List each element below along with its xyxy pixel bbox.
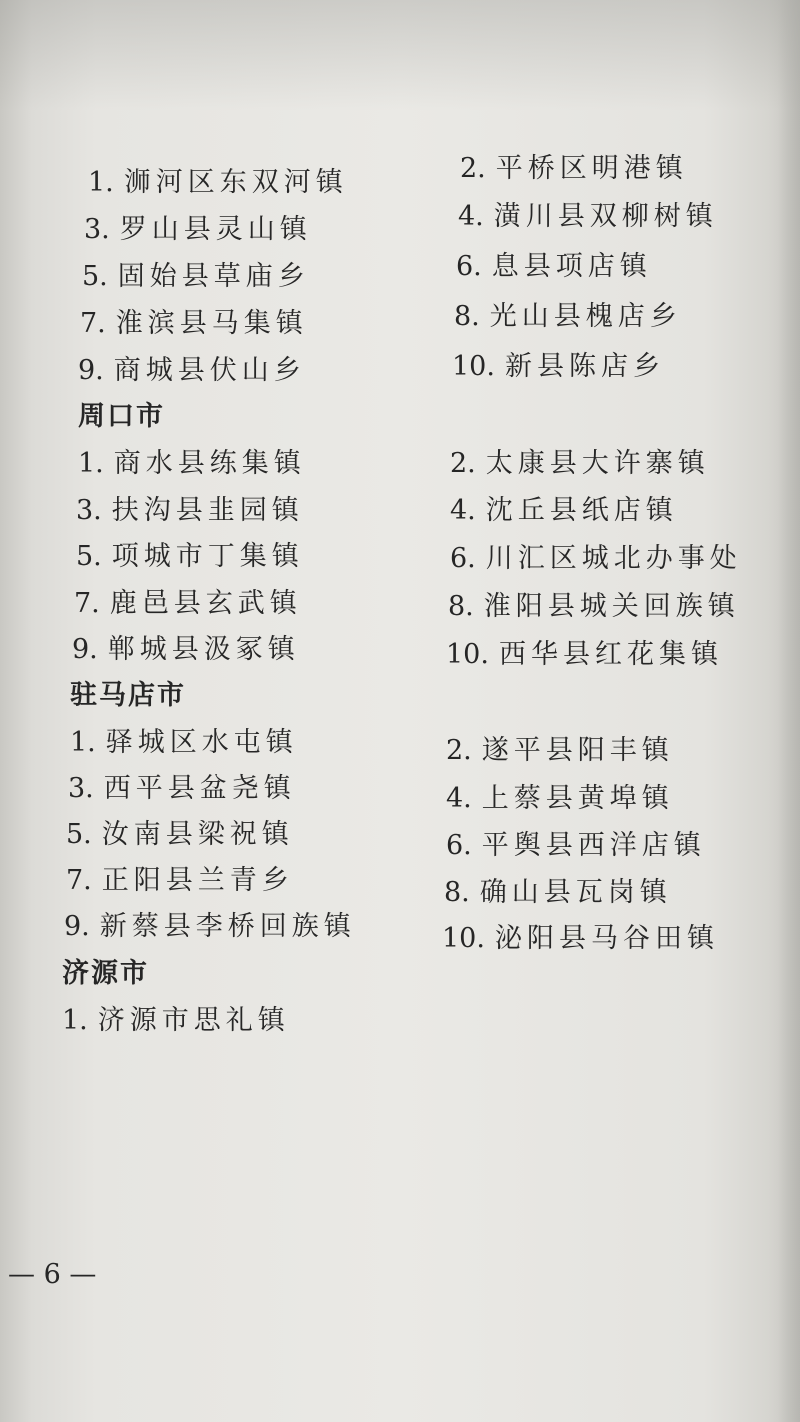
list-item: 1. 商水县练集镇 xyxy=(78,448,306,479)
list-item: 4. 上蔡县黄埠镇 xyxy=(446,783,674,814)
section-heading: 周口市 xyxy=(78,401,165,432)
list-item: 5. 项城市丁集镇 xyxy=(76,541,304,572)
list-item: 7. 鹿邑县玄武镇 xyxy=(74,588,302,619)
list-item: 6. 平舆县西洋店镇 xyxy=(446,830,706,861)
list-item: 8. 淮阳县城关回族镇 xyxy=(448,591,740,622)
list-item: 7. 正阳县兰青乡 xyxy=(66,865,294,896)
list-item: 4. 潢川县双柳树镇 xyxy=(458,201,718,232)
list-item: 1. 驿城区水屯镇 xyxy=(70,727,298,758)
list-item: 5. 固始县草庙乡 xyxy=(82,261,310,292)
list-item: 10. 新县陈店乡 xyxy=(452,351,665,382)
list-item: 4. 沈丘县纸店镇 xyxy=(450,495,678,526)
list-item: 5. 汝南县梁祝镇 xyxy=(66,819,294,850)
top-shadow xyxy=(0,0,800,110)
section-heading: 济源市 xyxy=(62,958,149,989)
list-item: 6. 息县项店镇 xyxy=(456,251,652,282)
list-item: 2. 平桥区明港镇 xyxy=(460,153,688,184)
list-item: 2. 太康县大许寨镇 xyxy=(450,448,710,479)
list-item: 1. 济源市思礼镇 xyxy=(62,1005,290,1036)
list-item: 9. 商城县伏山乡 xyxy=(78,355,306,386)
list-item: 2. 遂平县阳丰镇 xyxy=(446,735,674,766)
list-item: 3. 扶沟县韭园镇 xyxy=(76,495,304,526)
page-number: — 6 — xyxy=(8,1259,97,1290)
list-item: 8. 确山县瓦岗镇 xyxy=(444,877,672,908)
section-heading: 驻马店市 xyxy=(70,680,186,711)
page-edge xyxy=(778,0,800,1422)
list-item: 1. 浉河区东双河镇 xyxy=(88,167,348,198)
list-item: 7. 淮滨县马集镇 xyxy=(80,308,308,339)
list-item: 6. 川汇区城北办事处 xyxy=(450,543,742,574)
list-item: 8. 光山县槐店乡 xyxy=(454,301,682,332)
list-item: 3. 罗山县灵山镇 xyxy=(84,214,312,245)
list-item: 10. 西华县红花集镇 xyxy=(446,639,723,670)
list-item: 10. 泌阳县马谷田镇 xyxy=(442,923,719,954)
list-item: 9. 新蔡县李桥回族镇 xyxy=(64,911,356,942)
list-item: 9. 郸城县汲冢镇 xyxy=(72,634,300,665)
list-item: 3. 西平县盆尧镇 xyxy=(68,773,296,804)
